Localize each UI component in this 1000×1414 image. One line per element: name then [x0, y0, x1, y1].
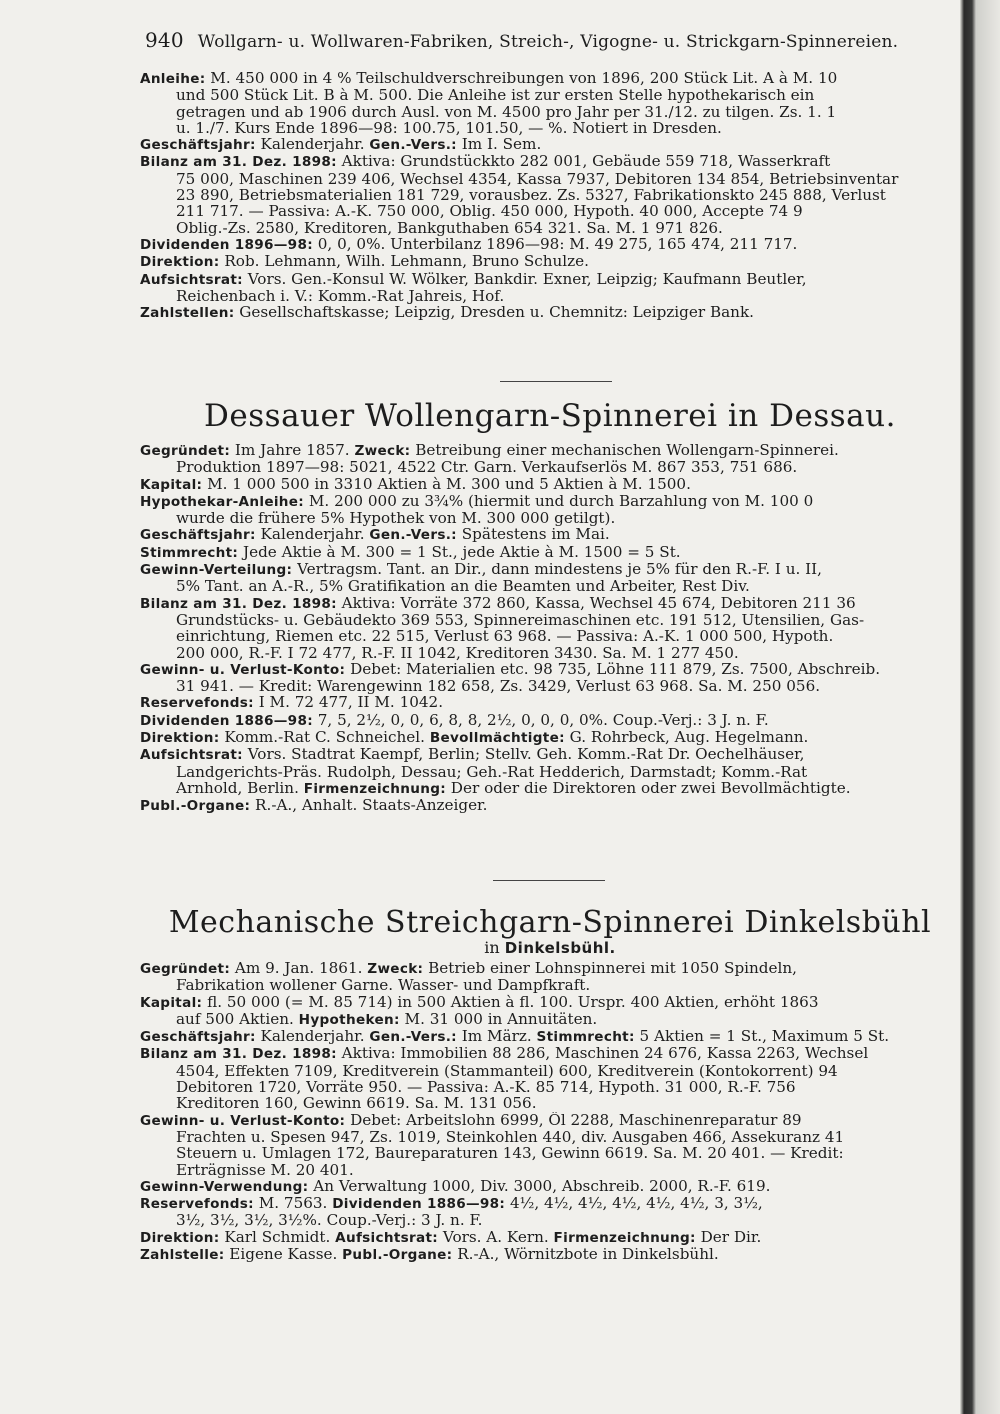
entry-label: Stimmrecht: [536, 1029, 635, 1046]
entry-label: Gegründet: [140, 961, 231, 977]
entry-label: Reservefonds: [140, 695, 254, 712]
entry-text: M. 31 000 in Annuitäten. [399, 1010, 598, 1028]
entry-line [140, 1028, 960, 1045]
entry-text: Debet: Materialien etc. 98 735, Löhne 111 879, Zs. 7500, Abschreib. [345, 660, 881, 678]
entry-text: Spätestens im Mai. [456, 526, 610, 544]
entry-line [140, 764, 960, 780]
entry-line [140, 561, 960, 578]
entry-line [140, 1229, 960, 1246]
entry-text: Produktion 1897—98: 5021, 4522 Ctr. Garn. Verkaufserlös M. 867 353, 751 686. [176, 459, 798, 476]
entry-label: Gewinn-Verwendung: [140, 1178, 309, 1195]
entry-text: Vors. Stadtrat Kaempf, Berlin; Stellv. Geh. Komm.-Rat Dr. Oechelhäuser, [242, 746, 805, 764]
entry-line [140, 288, 960, 304]
entry-line [140, 187, 960, 203]
entry-line [140, 1145, 960, 1161]
entry-text: 5% Tant. an A.-R., 5% Gratifikation an die Beamten und Arbeiter, Rest Div. [176, 578, 750, 595]
entry-line [140, 304, 960, 321]
entry-line [140, 87, 960, 103]
entry-label: Gewinn- u. Verlust-Konto: [140, 1112, 346, 1129]
entry-label: Zahlstellen: [140, 305, 235, 322]
entry-label: Kapital: [140, 476, 203, 493]
entry-line [140, 746, 960, 763]
entry-label: Gen.-Vers.: [369, 527, 457, 544]
entry-line [140, 595, 960, 612]
entry-line [140, 694, 960, 711]
entry-text: Kreditoren 160, Gewinn 6619. Sa. M. 131 056. [176, 1095, 537, 1112]
entry-label: Bilanz am 31. Dez. 1898: [140, 595, 337, 612]
entry-label: Hypotheken: [298, 1011, 400, 1028]
entry-text: Fabrikation wollener Garne. Wasser- und Dampfkraft. [176, 977, 591, 994]
entry-text: Landgerichts-Präs. Rudolph, Dessau; Geh.-Rat Hedderich, Darmstadt; Komm.-Rat [176, 763, 808, 780]
subtitle-place: Dinkelsbühl. [504, 939, 616, 957]
entry-line [140, 960, 960, 977]
entry-text: Aktiva: Vorräte 372 860, Kassa, Wechsel 45 674, Debitoren 211 36 [336, 594, 856, 612]
entry-label: Geschäftsjahr: [140, 137, 256, 154]
entry-text: An Verwaltung 1000, Div. 3000, Abschreib. 2000, R.-F. 619. [308, 1177, 771, 1195]
entry-line [140, 1079, 960, 1095]
entry-label: Geschäftsjahr: [140, 527, 256, 544]
entry-line [140, 136, 960, 153]
entry-text: 0, 0, 0%. Unterbilanz 1896—98: M. 49 275, 165 474, 211 717. [312, 235, 798, 253]
entry-label: Reservefonds: [140, 1196, 254, 1213]
entry-line [140, 442, 960, 459]
entry-line [140, 1129, 960, 1145]
entry-label: Stimmrecht: [140, 544, 239, 561]
entry-text: u. 1./7. Kurs Ende 1896—98: 100.75, 101.50, — %. Notiert in Dresden. [176, 119, 722, 137]
entry-text: Betrieb einer Lohnspinnerei mit 1050 Spindeln, [423, 960, 797, 977]
section-dessau [140, 442, 960, 815]
entry-label: Aufsichtsrat: [335, 1229, 439, 1246]
entry-text: Im Jahre 1857. [230, 442, 355, 459]
page-number: 940 [145, 28, 184, 52]
entry-label: Hypothekar-Anleihe: [140, 493, 305, 510]
entry-text: 75 000, Maschinen 239 406, Wechsel 4354, Kassa 7937, Debitoren 134 854, Betriebsinventar [176, 170, 899, 188]
entry-text: Aktiva: Immobilien 88 286, Maschinen 24 676, Kassa 2263, Wechsel [336, 1045, 869, 1063]
section-title-dessau: Dessauer Wollengarn-Spinnerei in Dessau. [204, 398, 896, 434]
entry-line [140, 171, 960, 187]
entry-line [140, 70, 960, 87]
entry-line [140, 220, 960, 236]
entry-line [140, 977, 960, 993]
entry-line [140, 712, 960, 729]
entry-text: 4½, 4½, 4½, 4½, 4½, 4½, 3, 3½, [505, 1195, 763, 1213]
entry-text: Aktiva: Grundstückkto 282 001, Gebäude 559 718, Wasserkraft [336, 153, 831, 171]
section-divider [500, 381, 612, 382]
entry-label: Firmenzeichnung: [553, 1229, 696, 1246]
entry-text: Kalenderjahr. [255, 1028, 370, 1046]
entry-text: Der Dir. [695, 1228, 762, 1246]
entry-label: Direktion: [140, 1229, 220, 1246]
entry-label: Aufsichtsrat: [140, 271, 243, 288]
entry-label: Direktion: [140, 254, 220, 271]
entry-label: Publ.-Organe: [342, 1247, 453, 1264]
entry-text: Rob. Lehmann, Wilh. Lehmann, Bruno Schulze. [219, 253, 589, 271]
entry-text: 5 Aktien = 1 St., Maximum 5 St. [634, 1028, 890, 1046]
section-dinkelsbuehl [140, 960, 960, 1263]
entry-text: 4504, Effekten 7109, Kreditverein (Stammanteil) 600, Kreditverein (Kontokorrent) 94 [176, 1062, 838, 1080]
entry-text: Steuern u. Umlagen 172, Baureparaturen 143, Gewinn 6619. Sa. M. 20 401. — Kredit: [176, 1145, 844, 1162]
entry-text: 31 941. — Kredit: Warengewinn 182 658, Zs. 3429, Verlust 63 968. Sa. M. 250 056. [176, 678, 821, 695]
entry-label: Gewinn-Verteilung: [140, 562, 293, 579]
entry-text: M. 1 000 500 in 3310 Aktien à M. 300 und 5 Aktien à M. 1500. [202, 475, 691, 493]
entry-text: Vors. A. Kern. [438, 1228, 554, 1246]
entry-line [140, 661, 960, 678]
entry-text: wurde die frühere 5% Hypothek von M. 300 000 getilgt). [176, 510, 616, 527]
entry-text: Komm.-Rat C. Schneichel. [219, 729, 430, 747]
section-subtitle-dinkelsbuehl [140, 938, 960, 957]
entry-text: 211 717. — Passiva: A.-K. 750 000, Oblig. 450 000, Hypoth. 40 000, Accepte 74 9 [176, 203, 803, 220]
entry-text: M. 7563. [253, 1195, 333, 1213]
entry-text: Vors. Gen.-Konsul W. Wölker, Bankdir. Exner, Leipzig; Kaufmann Beutler, [242, 270, 807, 288]
entry-text: R.-A., Wörnitzbote in Dinkelsbühl. [452, 1246, 719, 1264]
entry-text: einrichtung, Riemen etc. 22 515, Verlust 63 968. — Passiva: A.-K. 1 000 500, Hypoth. [176, 628, 834, 645]
scan-binding-edge [960, 0, 1000, 1414]
entry-line [140, 493, 960, 510]
section-wollgarn-company [140, 70, 960, 321]
entry-line [140, 1045, 960, 1062]
section-title-dinkelsbuehl: Mechanische Streichgarn-Spinnerei Dinkelsbühl [168, 905, 932, 940]
entry-label: Bilanz am 31. Dez. 1898: [140, 154, 337, 171]
entry-line [140, 1063, 960, 1079]
entry-line [140, 1112, 960, 1129]
entry-text: und 500 Stück Lit. B à M. 500. Die Anleihe ist zur ersten Stelle hypothekarisch ein [176, 87, 815, 104]
entry-line [140, 476, 960, 493]
entry-line [140, 1212, 960, 1228]
entry-line [140, 153, 960, 170]
entry-line [140, 510, 960, 526]
running-title: Wollgarn- u. Wollwaren-Fabriken, Streich-, Vigogne- u. Strickgarn-Spinnereien. [197, 32, 899, 52]
entry-line [140, 1178, 960, 1195]
entry-text: 200 000, R.-F. I 72 477, R.-F. II 1042, Kreditoren 3430. Sa. M. 1 277 450. [176, 644, 739, 661]
entry-text: auf 500 Aktien. [176, 1010, 299, 1028]
entry-label: Aufsichtsrat: [140, 747, 243, 764]
entry-label: Bilanz am 31. Dez. 1898: [140, 1046, 337, 1063]
entry-line [140, 203, 960, 219]
entry-label: Zweck: [354, 443, 411, 459]
entry-line [140, 1195, 960, 1212]
entry-text: Karl Schmidt. [219, 1228, 336, 1246]
entry-text: Im März. [456, 1028, 537, 1046]
entry-text: I M. 72 477, II M. 1042. [253, 694, 444, 712]
entry-label: Bevollmächtigte: [429, 730, 565, 747]
entry-line [140, 994, 960, 1011]
entry-label: Dividenden 1886—98: [140, 712, 313, 729]
entry-text: G. Rohrbeck, Aug. Hegelmann. [564, 729, 809, 747]
entry-line [140, 526, 960, 543]
entry-text: Vertragsm. Tant. an Dir., dann mindestens je 5% für den R.-F. I u. II, [292, 561, 822, 579]
entry-label: Dividenden 1896—98: [140, 236, 313, 253]
entry-line [140, 645, 960, 661]
section-divider [493, 880, 605, 881]
entry-text: R.-A., Anhalt. Staats-Anzeiger. [250, 797, 488, 815]
entry-line [140, 797, 960, 814]
entry-line [140, 271, 960, 288]
entry-label: Firmenzeichnung: [303, 780, 446, 797]
entry-line [140, 578, 960, 594]
entry-text: Debitoren 1720, Vorräte 950. — Passiva: A.-K. 85 714, Hypoth. 31 000, R.-F. 756 [176, 1079, 796, 1096]
entry-text: Betreibung einer mechanischen Wollengarn-Spinnerei. [410, 442, 839, 459]
entry-line [140, 459, 960, 475]
entry-text: Frachten u. Spesen 947, Zs. 1019, Steinkohlen 440, div. Ausgaben 466, Assekuranz 41 [176, 1128, 845, 1146]
entry-text: Oblig.-Zs. 2580, Kreditoren, Bankguthaben 654 321. Sa. M. 1 971 826. [176, 219, 723, 236]
entry-line [140, 1246, 960, 1263]
entry-text: Jede Aktie à M. 300 = 1 St., jede Aktie à M. 1500 = 5 St. [238, 543, 681, 561]
entry-text: 23 890, Betriebsmaterialien 181 729, vorausbez. Zs. 5327, Fabrikationskto 245 888, Verlust [176, 187, 886, 204]
entry-line [140, 780, 960, 797]
entry-line [140, 120, 960, 136]
entry-text: Eigene Kasse. [224, 1246, 343, 1264]
entry-label: Anleihe: [140, 71, 206, 87]
entry-label: Dividenden 1886—98: [332, 1196, 506, 1213]
entry-text: M. 200 000 zu 3¾% (hiermit und durch Barzahlung von M. 100 0 [304, 492, 814, 510]
running-header [145, 28, 945, 52]
entry-text: Kalenderjahr. [255, 136, 370, 154]
entry-line [140, 1162, 960, 1178]
entry-label: Gen.-Vers.: [369, 1029, 457, 1046]
entry-label: Gen.-Vers.: [369, 137, 457, 154]
entry-text: Gesellschaftskasse; Leipzig, Dresden u. Chemnitz: Leipziger Bank. [234, 304, 754, 322]
entry-text: Grundstücks- u. Gebäudekto 369 553, Spinnereimaschinen etc. 191 512, Utensilien, Gas- [176, 611, 865, 629]
entry-line [140, 1011, 960, 1028]
entry-line [140, 253, 960, 270]
entry-text: Kalenderjahr. [255, 526, 370, 544]
entry-label: Gegründet: [140, 443, 231, 459]
entry-line [140, 612, 960, 628]
entry-text: Im I. Sem. [456, 136, 542, 154]
entry-label: Direktion: [140, 730, 220, 747]
entry-text: getragen und ab 1906 durch Ausl. von M. 4500 pro Jahr per 31./12. zu tilgen. Zs. 1. 1 [176, 103, 837, 120]
entry-text: Reichenbach i. V.: Komm.-Rat Jahreis, Hof. [176, 287, 505, 305]
entry-label: Kapital: [140, 994, 203, 1011]
entry-text: 7, 5, 2½, 0, 0, 6, 8, 8, 2½, 0, 0, 0, 0%. Coup.-Verj.: 3 J. n. F. [312, 711, 769, 729]
entry-line [140, 678, 960, 694]
entry-label: Gewinn- u. Verlust-Konto: [140, 661, 346, 678]
entry-label: Zweck: [367, 961, 424, 977]
entry-line [140, 236, 960, 253]
entry-text: Debet: Arbeitslohn 6999, Öl 2288, Maschinenreparatur 89 [345, 1111, 802, 1129]
subtitle-prefix: in [484, 938, 500, 957]
entry-text: Erträgnisse M. 20 401. [176, 1161, 354, 1178]
entry-label: Publ.-Organe: [140, 798, 251, 815]
entry-text: M. 450 000 in 4 % Teilschuldverschreibungen von 1896, 200 Stück Lit. A à M. 10 [205, 70, 838, 87]
entry-line [140, 104, 960, 120]
entry-line [140, 1095, 960, 1111]
entry-line [140, 628, 960, 644]
entry-label: Geschäftsjahr: [140, 1029, 256, 1046]
entry-label: Zahlstelle: [140, 1247, 225, 1264]
entry-line [140, 544, 960, 561]
entry-text: fl. 50 000 (= M. 85 714) in 500 Aktien à fl. 100. Urspr. 400 Aktien, erhöht 1863 [202, 993, 819, 1011]
entry-text: Der oder die Direktoren oder zwei Bevollmächtigte. [445, 779, 851, 797]
entry-line [140, 729, 960, 746]
entry-text: Arnhold, Berlin. [176, 779, 304, 797]
entry-text: 3½, 3½, 3½, 3½%. Coup.-Verj.: 3 J. n. F. [176, 1212, 483, 1229]
entry-text: Am 9. Jan. 1861. [230, 960, 368, 977]
